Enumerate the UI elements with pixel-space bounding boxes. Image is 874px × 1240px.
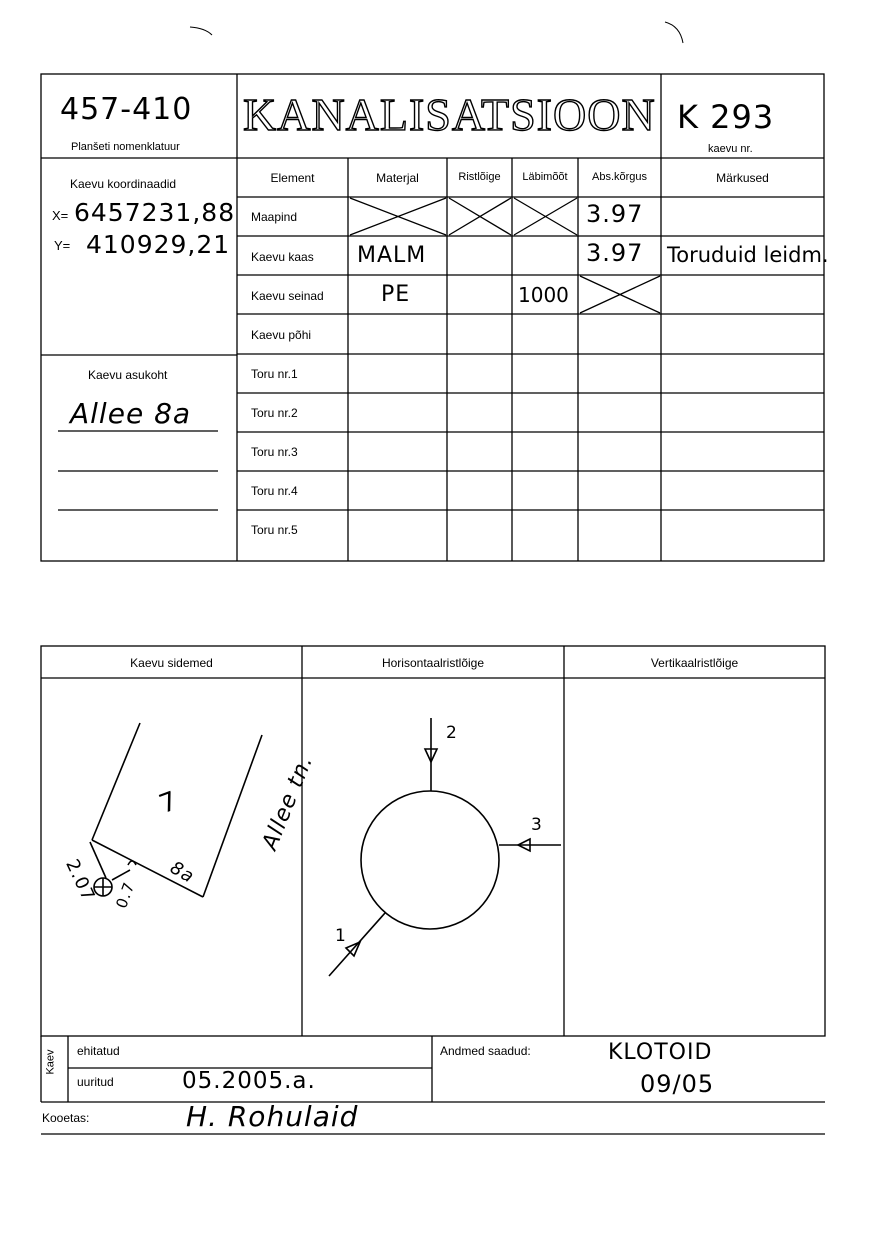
table-row-element: Kaevu seinad: [251, 289, 324, 303]
sketch-title-connections: Kaevu sidemed: [130, 656, 213, 670]
location-value: Allee 8a: [70, 397, 192, 430]
well-side-label: Kaev: [44, 1049, 57, 1075]
sketch-annotation: 8a: [166, 857, 199, 888]
surveyed-value: 05.2005.a.: [182, 1068, 316, 1094]
data-source-value: KLOTOID: [608, 1040, 713, 1065]
data-source-label: Andmed saadud:: [440, 1044, 531, 1058]
data-date-value: 09/05: [640, 1070, 715, 1098]
pipe-label: 2: [446, 723, 458, 743]
x-prefix: X=: [52, 208, 69, 223]
table-row-element: Maapind: [251, 210, 298, 224]
sketch-title-vertical: Vertikaalristlõige: [650, 656, 739, 670]
y-prefix: Y=: [54, 238, 71, 253]
table-row-element: Kaevu põhi: [251, 328, 312, 342]
sketch-annotation: 0.7: [112, 879, 139, 911]
location-label: Kaevu asukoht: [88, 368, 168, 382]
street-annotation: Allee tn.: [257, 751, 319, 854]
table-row-element: Toru nr.3: [251, 445, 298, 459]
table-row-element: Toru nr.1: [251, 367, 298, 381]
y-coordinate-value: 410929,21: [86, 230, 231, 259]
sheet-nomenclature-value: 457-410: [60, 92, 193, 127]
col-header-material: Materjal: [376, 171, 419, 185]
cover-notes: Toruduid leidm.: [667, 243, 829, 267]
col-header-abs-height: Abs.kõrgus: [591, 171, 648, 183]
well-number-label: kaevu nr.: [708, 143, 753, 155]
cover-material: MALM: [357, 243, 427, 268]
well-number-value: K 293: [677, 98, 775, 136]
sketch-annotation: 2.07: [61, 856, 99, 905]
table-row-element: Toru nr.5: [251, 523, 298, 537]
col-header-element: Element: [270, 171, 315, 185]
table-row-element: Toru nr.2: [251, 406, 298, 420]
checker-label: Kooetas:: [42, 1111, 90, 1125]
walls-material: PE: [381, 282, 411, 307]
sketch-title-horizontal: Horisontaalristlõige: [381, 656, 485, 670]
surveyed-label: uuritud: [77, 1075, 114, 1089]
sketch-annotation: 7: [155, 785, 183, 821]
col-header-diameter: Läbimõõt: [522, 171, 568, 183]
horizontal-section: [329, 718, 561, 976]
sheet-nomenclature-label: Planšeti nomenklatuur: [71, 141, 180, 153]
built-label: ehitatud: [77, 1044, 120, 1058]
ground-abs-height: 3.97: [586, 200, 644, 228]
cover-abs-height: 3.97: [586, 239, 644, 267]
pipe-label: 3: [531, 815, 543, 835]
x-coordinate-value: 6457231,88: [74, 198, 236, 227]
col-header-cross-section: Ristlõige: [458, 171, 501, 183]
col-header-notes: Märkused: [716, 171, 769, 185]
pipe-label: 1: [335, 926, 347, 946]
table-row-element: Kaevu kaas: [251, 250, 314, 264]
form-title: KANALISATSIOON: [243, 89, 656, 140]
table-row-element: Toru nr.4: [251, 484, 298, 498]
coordinates-label: Kaevu koordinaadid: [70, 177, 177, 191]
checker-value: H. Rohulaid: [186, 1100, 359, 1133]
walls-diameter: 1000: [518, 283, 569, 307]
